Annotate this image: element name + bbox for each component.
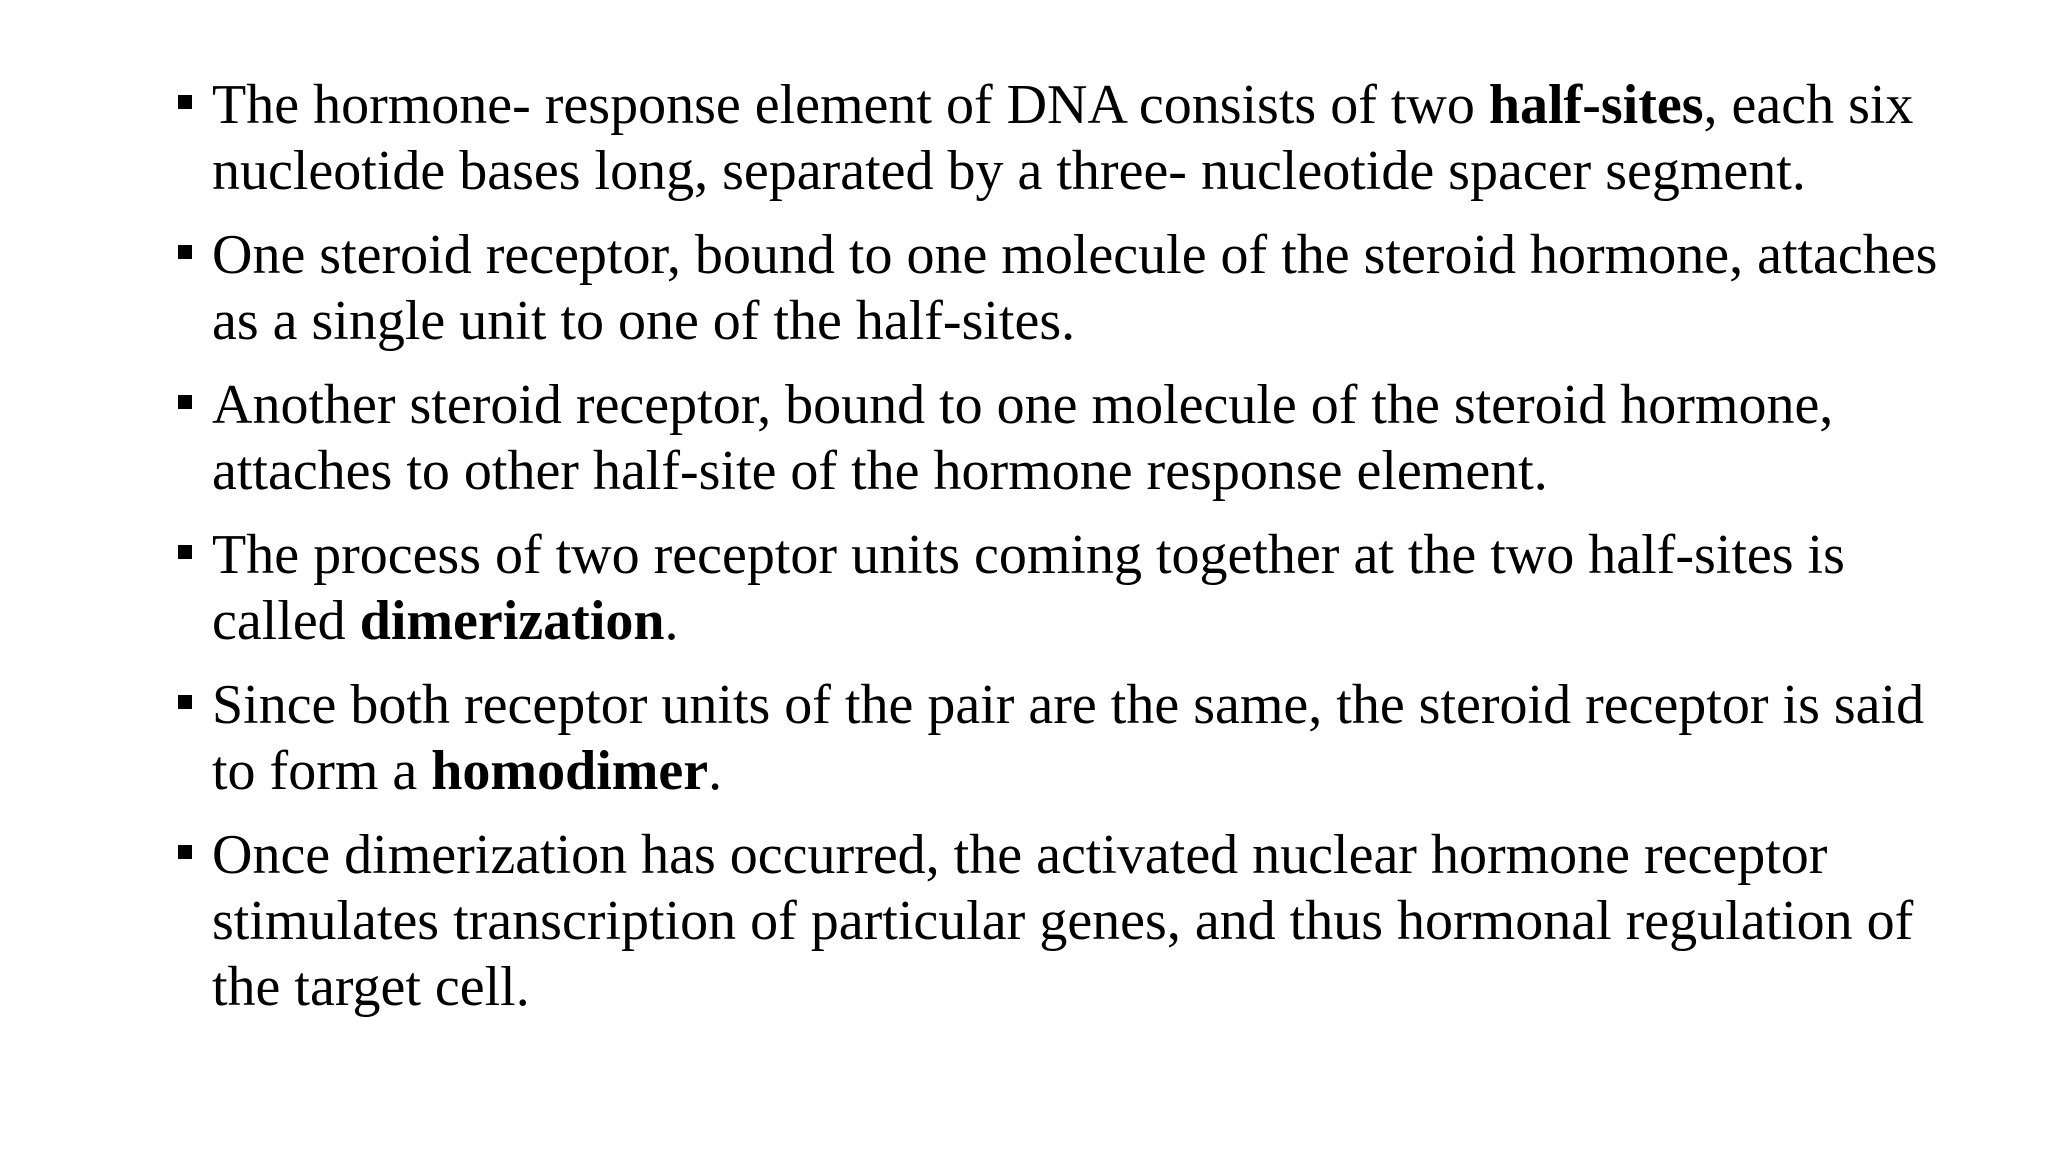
- bullet-item-1: [178, 72, 1978, 204]
- square-bullet-icon: [178, 245, 192, 259]
- bold-term: half-sites: [1488, 74, 1704, 136]
- bullet-text-segment: The process of two receptor units coming together at the two half-sites is called: [212, 524, 1845, 652]
- bullet-text-segment: .: [708, 740, 723, 802]
- bullet-text-segment: One steroid receptor, bound to one molecule of the steroid hormone, attaches as a single unit to one of the half-sites.: [212, 224, 1938, 352]
- bullet-text-5: [212, 674, 1924, 802]
- bullet-text-segment: Another steroid receptor, bound to one molecule of the steroid hormone, attaches to other half-site of the hormone response element.: [212, 374, 1834, 502]
- bullet-text-2: [212, 224, 1937, 352]
- square-bullet-icon: [178, 845, 192, 859]
- bullet-text-segment: .: [664, 590, 679, 652]
- bullet-text-segment: Since both receptor units of the pair are the same, the steroid receptor is said to form a: [212, 674, 1925, 802]
- bold-term: dimerization: [359, 590, 665, 652]
- square-bullet-icon: [178, 95, 192, 109]
- square-bullet-icon: [178, 395, 192, 409]
- bullet-item-2: [178, 222, 1978, 354]
- bullet-text-segment: The hormone- response element of DNA consists of two: [212, 74, 1489, 136]
- bullet-item-3: [178, 372, 1978, 504]
- bullet-text-segment: , each six nucleotide bases long, separated by a three- nucleotide spacer segment.: [212, 74, 1914, 202]
- bullet-text-3: [212, 374, 1833, 502]
- bullet-list: [178, 72, 1978, 1038]
- bullet-text-segment: Once dimerization has occurred, the activated nuclear hormone receptor stimulates transcription of particular genes, and thus hormonal regulation of the target cell.: [212, 824, 1914, 1018]
- square-bullet-icon: [178, 695, 192, 709]
- bullet-item-4: [178, 522, 1978, 654]
- bullet-text-6: [212, 824, 1913, 1018]
- bullet-item-5: [178, 672, 1978, 804]
- bullet-text-1: [212, 74, 1913, 202]
- square-bullet-icon: [178, 545, 192, 559]
- bold-term: homodimer: [431, 740, 709, 802]
- bullet-item-6: [178, 822, 1978, 1020]
- bullet-text-4: [212, 524, 1845, 652]
